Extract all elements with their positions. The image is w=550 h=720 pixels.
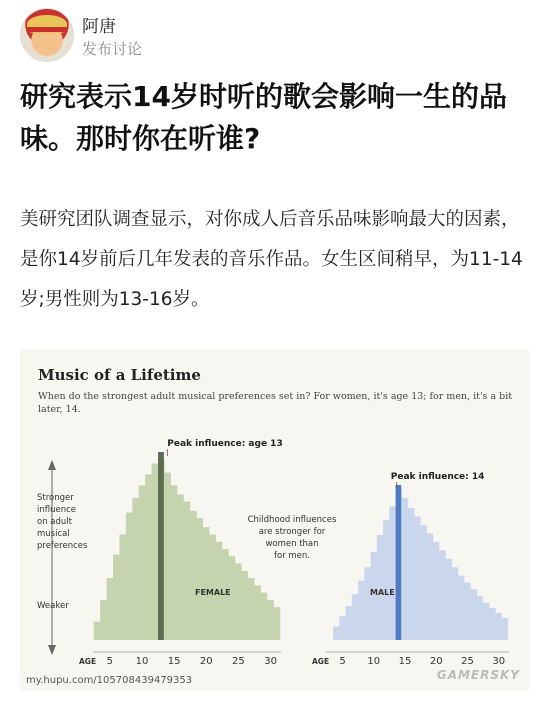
author-name[interactable]: 阿唐 [82, 17, 116, 37]
x-tick-label: 20 [429, 656, 443, 667]
post-header [20, 8, 530, 64]
chart-subtitle: When do the strongest adult musical preferences set in? For women, it's age 13; for men, it's a bit later, 14. [38, 391, 513, 415]
x-tick-label: 15 [398, 656, 412, 667]
post-title: 研究表示14岁时听的歌会影响一生的品味。那时你在听谁? [20, 80, 507, 155]
source-url-caption: my.hupu.com/105708439479353 [26, 675, 193, 686]
post-body: 美研究团队调查显示，对你成人后音乐品味影响最大的因素，是你14岁前后几年发表的音乐作品。女生区间稍早，为11-14岁;男性则为13-16岁。 [20, 209, 523, 310]
axis-arrow-down-icon [48, 645, 56, 655]
x-tick-label: 25 [461, 656, 474, 667]
weaker-influence-label: Weaker [37, 601, 69, 611]
female-x-axis-title: AGE [79, 657, 97, 666]
x-tick-label: 10 [135, 656, 149, 667]
male-area [333, 491, 508, 640]
axis-arrow-up-icon [48, 460, 56, 470]
x-tick-label: 20 [199, 656, 213, 667]
female-peak-bar [158, 452, 164, 640]
male-x-axis-title: AGE [312, 657, 330, 666]
post-meta: 发布讨论 [82, 40, 143, 58]
x-tick-label: 15 [167, 656, 181, 667]
chart-image [20, 350, 530, 690]
female-series-label: FEMALE [195, 588, 231, 597]
male-peak-label: Peak influence: 14 [390, 472, 485, 483]
male-peak-bar [396, 485, 402, 640]
x-tick-label: 30 [264, 656, 277, 667]
childhood-influence-annotation: Childhood influences are stronger for women than for men. [247, 515, 337, 561]
female-peak-label: Peak influence: age 13 [167, 439, 283, 449]
x-tick-label: 5 [106, 656, 114, 667]
stronger-influence-label: Stronger influence on adult musical preferences [37, 493, 88, 551]
x-tick-label: 10 [367, 656, 381, 667]
x-tick-label: 25 [232, 656, 245, 667]
chart-title: Music of a Lifetime [38, 366, 201, 384]
avatar[interactable] [20, 8, 74, 62]
female-area [94, 458, 280, 640]
watermark-text: GAMERSKY [436, 668, 520, 682]
x-tick-label: 5 [339, 656, 346, 667]
x-tick-label: 30 [492, 656, 506, 667]
chart-plot [20, 350, 530, 690]
male-series-label: MALE [370, 588, 395, 597]
